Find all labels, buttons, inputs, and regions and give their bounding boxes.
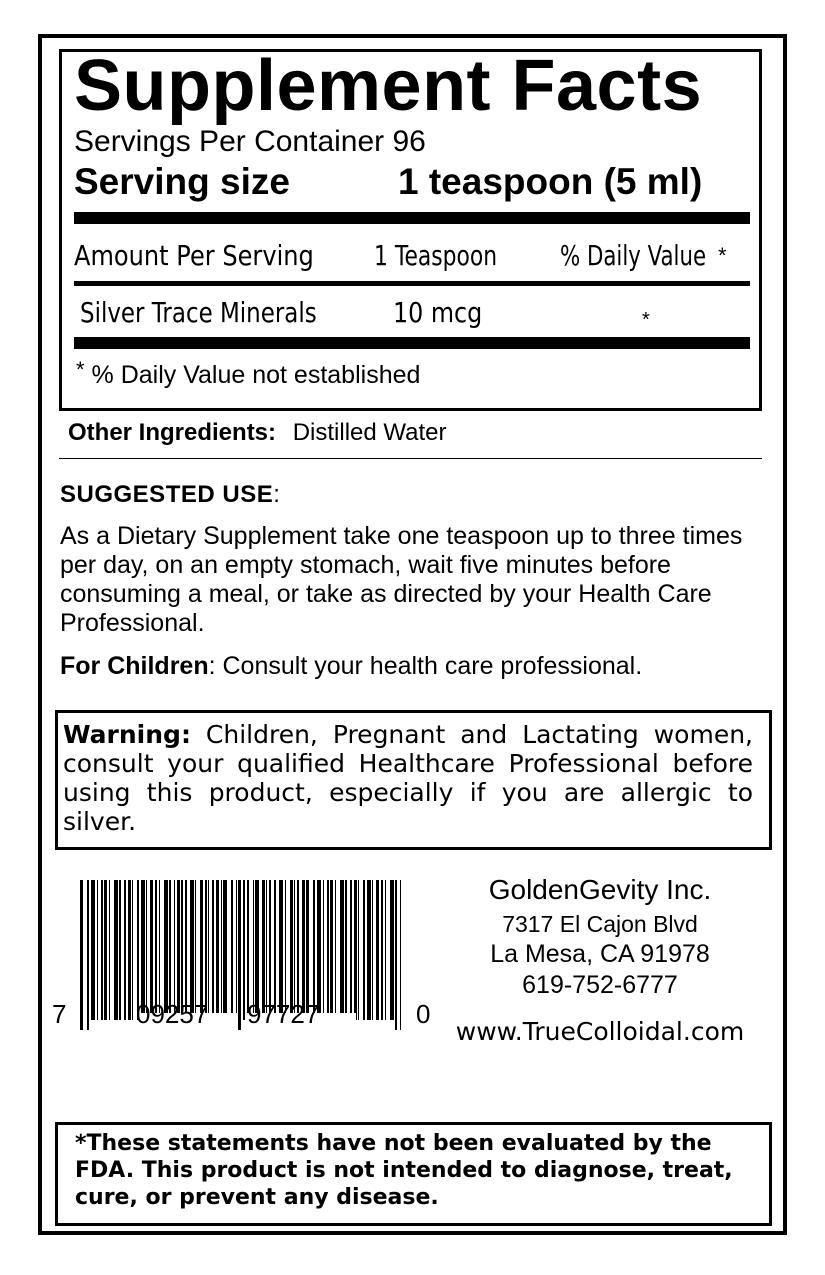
suggested-use-heading-text: SUGGESTED USE [60, 481, 274, 508]
nutrient-name: Silver Trace Minerals [80, 296, 317, 329]
nutrient-amount: 10 mcg [393, 296, 483, 329]
barcode-bar [216, 880, 219, 1020]
barcode-bar [119, 880, 121, 1020]
barcode-bar [376, 880, 379, 1020]
fda-disclaimer: *These statements have not been evaluated by the FDA. This product is not intended to diagnose, treat, cure, or prevent any disease. [75, 1131, 733, 1210]
thick-divider-top [74, 212, 750, 224]
children-label: For Children [60, 652, 209, 680]
barcode-bar [80, 880, 83, 1030]
barcode-bar [114, 880, 118, 1020]
other-ingredients-label: Other Ingredients: [68, 419, 277, 446]
daily-value-footnote [76, 357, 421, 391]
barcode-bar [238, 880, 241, 1030]
warning-text [63, 720, 753, 836]
barcode-bar [340, 880, 344, 1020]
barcode-bar [323, 880, 324, 1020]
barcode-bar [124, 880, 126, 1020]
barcode-bar [327, 880, 329, 1020]
barcode-bar [231, 880, 233, 1030]
amount-per-serving-header: Amount Per Serving [74, 239, 314, 272]
warning-label: Warning: [63, 720, 191, 749]
children-text: : Consult your health care professional. [208, 652, 643, 680]
barcode-bar [243, 880, 245, 1020]
supplement-facts-title: Supplement Facts [74, 46, 703, 126]
barcode-bar [132, 880, 133, 1020]
nutrient-daily-value: * [642, 309, 650, 331]
suggested-use-colon: : [273, 481, 281, 508]
barcode-bar [104, 880, 107, 1020]
barcode-bar [354, 880, 357, 1020]
warning-body: Children, Pregnant and Lactating women, consult your qualified Healthcare Professional before using this product, especially if you are allergic to silver. [63, 720, 753, 836]
barcode-bar [212, 880, 214, 1020]
barcode-bar [223, 880, 227, 1020]
barcode-bar [87, 880, 89, 1030]
barcode-digit-left: 7 [52, 999, 67, 1029]
barcode-bar [372, 880, 373, 1020]
barcode-bar [97, 880, 98, 1020]
section-divider [59, 458, 762, 459]
barcode-group-right: 97727 [247, 999, 320, 1029]
barcode-bar [385, 880, 386, 1020]
barcode-digit-right: 0 [416, 999, 431, 1029]
company-phone: 619-752-6777 [522, 971, 678, 999]
company-website[interactable]: www.TrueColloidal.com [455, 1017, 745, 1046]
company-city: La Mesa, CA 91978 [490, 940, 710, 968]
barcode-bar [395, 880, 397, 1030]
other-ingredients [68, 418, 447, 448]
teaspoon-header: 1 Teaspoon [374, 239, 498, 272]
other-ingredients-value: Distilled Water [292, 419, 447, 446]
suggested-use-heading [60, 480, 280, 510]
daily-value-asterisk: * [718, 243, 727, 268]
barcode-bar [390, 880, 394, 1020]
barcode-bar [358, 880, 359, 1020]
servings-per-container: Servings Per Container 96 [74, 125, 426, 158]
children-note [60, 650, 642, 682]
barcode-bar [350, 880, 352, 1020]
serving-size-label: Serving size [74, 161, 290, 202]
barcode-bar [128, 880, 131, 1020]
daily-value-header: % Daily Value [560, 239, 707, 272]
company-street: 7317 El Cajon Blvd [502, 911, 698, 937]
thick-divider-bottom [74, 337, 750, 349]
serving-size-value: 1 teaspoon (5 ml) [398, 161, 703, 202]
barcode-bar [221, 880, 222, 1020]
barcode-bar [367, 880, 371, 1020]
thin-divider [74, 281, 750, 286]
barcode-group-left: 09257 [136, 999, 209, 1029]
barcode-bar [91, 880, 95, 1020]
barcode-bar [101, 880, 103, 1020]
barcode-bar [335, 880, 336, 1020]
upc-barcode [50, 875, 440, 1035]
suggested-use-body: As a Dietary Supplement take one teaspoon up to three times per day, on an empty stomach, wait five minutes before consuming a meal, or take as directed by your Health Care Professional. [60, 522, 743, 637]
barcode-bar [236, 880, 237, 1030]
company-name: GoldenGevity Inc. [488, 874, 712, 905]
barcode-bar [330, 880, 333, 1020]
barcode-bar [363, 880, 365, 1020]
barcode-bar [381, 880, 383, 1020]
barcode-bar [109, 880, 110, 1020]
footnote-asterisk: * [76, 357, 85, 382]
footnote-text: % Daily Value not established [91, 361, 421, 389]
barcode-bar [345, 880, 347, 1020]
barcode-bar [400, 880, 401, 1030]
